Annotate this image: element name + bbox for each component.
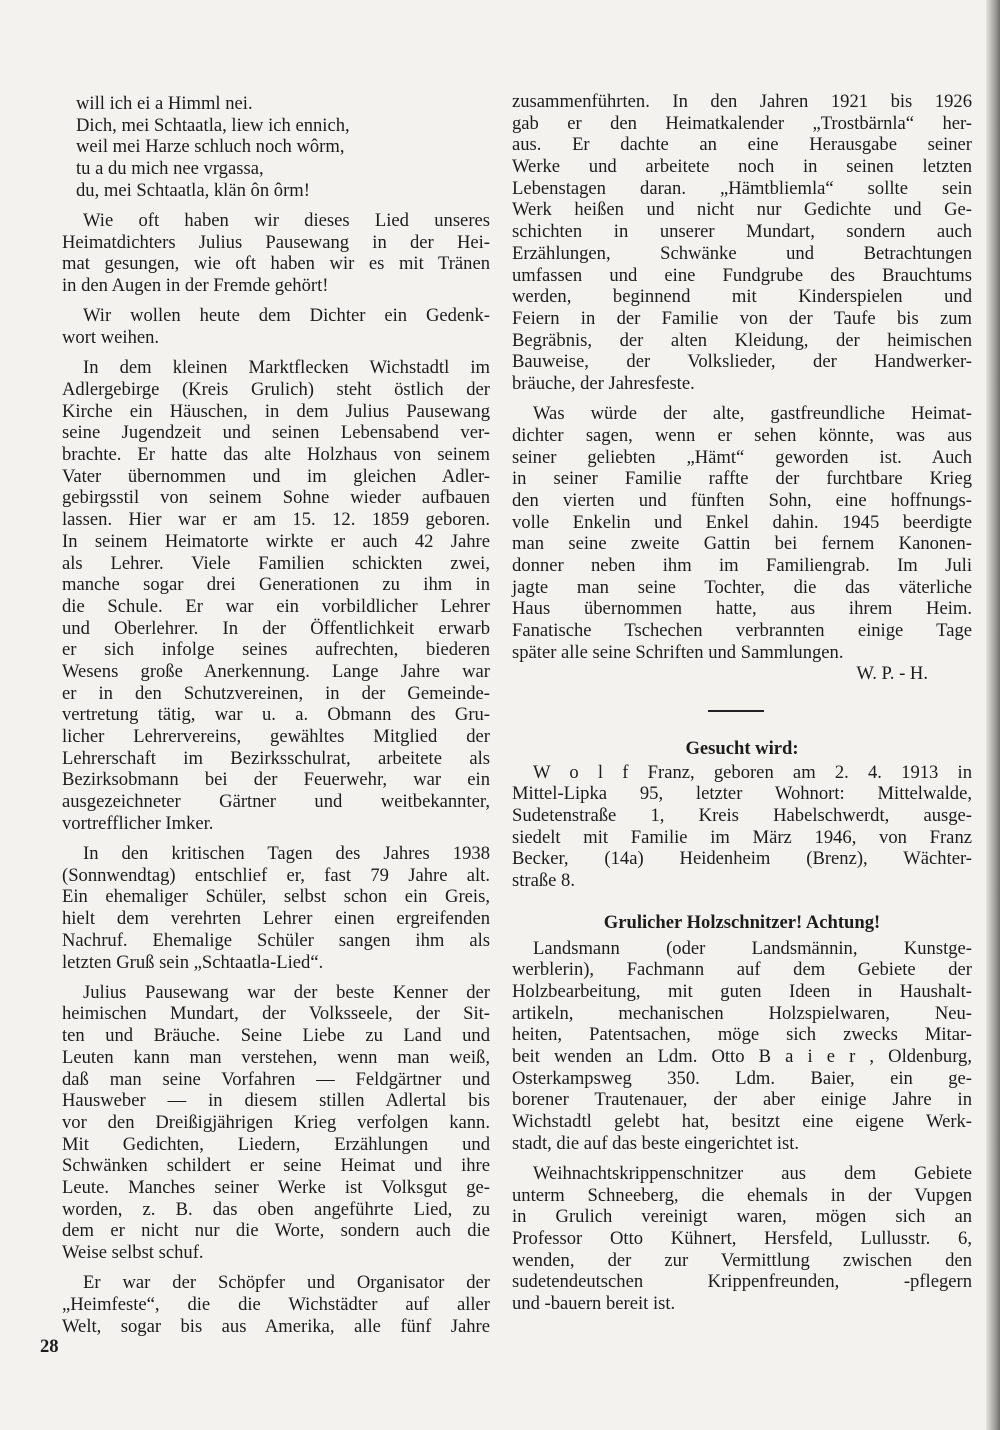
text-line: Osterkampsweg 350. Ldm. Baier, ein ge- (512, 1067, 972, 1089)
text-line: Sudetenstraße 1, Kreis Habelschwerdt, ausge- (512, 805, 972, 827)
text-line: donner neben ihm im Familiengrab. Im Juli (512, 555, 972, 577)
text-line: und Oberlehrer. In der Öffentlichkeit erwarb (62, 617, 490, 639)
text-line: artikeln, mechanischen Holzspielwaren, Neu- (512, 1002, 972, 1024)
text-line: aus. Er dachte an eine Herausgabe seiner (512, 134, 972, 156)
left-column (62, 93, 490, 1337)
page-number: 28 (40, 1336, 59, 1357)
text-line: W o l f Franz, geboren am 2. 4. 1913 in (533, 761, 972, 783)
text-line: den vierten und fünften Sohn, eine hoffnungs- (512, 489, 972, 511)
text-line: straße 8. (512, 870, 575, 892)
text-line: man seine zweite Gattin bei fernem Kanonen- (512, 533, 972, 555)
text-line: In dem kleinen Marktflecken Wichstadtl im (83, 357, 490, 379)
text-line: werden, beginnend mit Kinderspielen und (512, 286, 972, 308)
text-line: vor den Dreißigjährigen Krieg verfolgen kann. (62, 1111, 490, 1133)
text-line: schichten in unserer Mundart, sondern auch (512, 221, 972, 243)
text-line: Schwänken schildert er seine Heimat und ihre (62, 1155, 490, 1177)
text-line: Julius Pausewang war der beste Kenner der (83, 981, 490, 1003)
text-line: Bezirksobmann bei der Feuerwehr, war ein (62, 769, 490, 791)
text-line: wenden, der zur Vermittlung zwischen den (512, 1249, 972, 1271)
text-line: brachte. Er hatte das alte Holzhaus von seinem (62, 444, 490, 466)
text-line: werblerin), Fachmann auf dem Gebiete der (512, 959, 972, 981)
text-line: Professor Otto Kühnert, Hersfeld, Lullusstr. 6, (512, 1228, 972, 1250)
text-line: beit wenden an Ldm. Otto B a i e r , Oldenburg, (512, 1045, 972, 1067)
paragraph (62, 1272, 490, 1337)
text-line: zusammenführten. In den Jahren 1921 bis 1926 (512, 91, 972, 112)
paragraph (62, 305, 490, 348)
right-column-notices (512, 700, 972, 1315)
text-line: In seinem Heimatorte wirkte er auch 42 Jahre (62, 530, 490, 552)
text-line: die Schule. Er war ein vorbildlicher Lehrer (62, 595, 490, 617)
text-line: (Sonnwendtag) entschlief er, fast 79 Jahre alt. (62, 864, 490, 886)
text-line: Becker, (14a) Heidenheim (Brenz), Wächter- (512, 848, 972, 870)
text-line: ausgezeichneter Gärtner und weitbekannter, (62, 791, 490, 813)
text-line: Leuten kann man verstehen, wenn man weiß, (62, 1046, 490, 1068)
text-line: „Heimfeste“, die die Wichstädter auf aller (62, 1294, 490, 1315)
text-line: dichter sagen, wenn er sehen könnte, was aus (512, 424, 972, 446)
text-line: Werke und arbeitete noch in seinen letzten (512, 156, 972, 178)
text-line: heiten, Patentsachen, möge sich zwecks Mitar- (512, 1024, 972, 1046)
text-line: stadt, die auf das beste eingerichtet ist. (512, 1132, 800, 1154)
text-line: mat gesungen, wie oft haben wir es mit Tränen (62, 253, 490, 275)
text-line: Adlergebirge (Kreis Grulich) steht östlich der (62, 379, 490, 401)
text-line: seine Jugendzeit und seinen Lebensabend ver- (62, 422, 490, 444)
text-line: Welt, sogar bis aus Amerika, alle fünf Jahre (62, 1315, 490, 1337)
text-line: unterm Schneeberg, die ehemals in der Vupgen (512, 1184, 972, 1206)
text-line: ten und Bräuche. Seine Liebe zu Land und (62, 1025, 490, 1047)
text-line: Wie oft haben wir dieses Lied unseres (83, 210, 490, 232)
right-column-article (512, 91, 972, 685)
text-line: In den kritischen Tagen des Jahres 1938 (83, 843, 490, 865)
text-line: jagte man seine Tochter, die das väterliche (512, 576, 972, 598)
text-line: worden, z. B. das oben angeführte Lied, zu (62, 1198, 490, 1220)
text-line: sudetendeutschen Krippenfreunden, -pflegern (512, 1271, 972, 1293)
text-line: und -bauern bereit ist. (512, 1293, 676, 1315)
poem-stanza (62, 93, 490, 201)
text-line: er in den Schutzvereinen, in der Gemeinde- (62, 682, 490, 704)
text-line: Dich, mei Schtaatla, liew ich ennich, (76, 114, 350, 136)
paragraph (512, 1163, 972, 1315)
text-line: dem er nicht nur die Worte, sondern auch die (62, 1220, 490, 1242)
text-line: letzten Gruß sein „Schtaatla-Lied“. (62, 951, 324, 973)
text-line: bräuche, der Jahresfeste. (512, 372, 695, 394)
text-line: Begräbnis, der alten Kleidung, der heimischen (512, 329, 972, 351)
text-line: Mit Gedichten, Liedern, Erzählungen und (62, 1133, 490, 1155)
text-line: als Lehrer. Viele Familien schickten zwei, (62, 552, 490, 574)
text-line: umfassen und eine Fundgrube des Brauchtums (512, 264, 972, 286)
text-line: Ein ehemaliger Schüler, selbst schon ein Greis, (62, 886, 490, 908)
text-line: Kirche ein Häuschen, in dem Julius Pausewang (62, 400, 490, 422)
text-line: Erzählungen, Schwänke und Betrachtungen (512, 242, 972, 264)
text-line: heimischen Mundart, der Volksseele, der Sit- (62, 1003, 490, 1025)
text-line: Was würde der alte, gastfreundliche Heimat- (533, 403, 972, 425)
text-line: gebirgsstil von seinem Sohne wieder aufbauen (62, 487, 490, 509)
notice-heading-gesucht: Gesucht wird: (685, 738, 799, 759)
text-line: in Grulich vereinigt waren, mögen sich an (512, 1206, 972, 1228)
text-line: du, mei Schtaatla, klän ôn ôrm! (76, 179, 310, 201)
text-line: Leute. Manches seiner Werke ist Volksgut ge- (62, 1176, 490, 1198)
text-line: siedelt mit Familie im März 1946, von Franz (512, 826, 972, 848)
paragraph (512, 91, 972, 395)
text-line: Wir wollen heute dem Dichter ein Gedenk- (83, 305, 490, 327)
text-line: seiner geliebten „Hämt“ geworden ist. Auch (512, 446, 972, 468)
text-line: daß man seine Vorfahren — Feldgärtner und (62, 1068, 490, 1090)
notice-heading-holzschnitzer: Grulicher Holzschnitzer! Achtung! (603, 911, 881, 933)
text-line: vortrefflicher Imker. (62, 812, 214, 834)
text-line: Heimatdichters Julius Pausewang in der Hei- (62, 231, 490, 253)
text-line: Haus übernommen hatte, aus ihrem Heim. (512, 598, 972, 620)
section-divider (708, 710, 764, 712)
text-line: Lehrerschaft im Bezirksschulrat, arbeitete als (62, 747, 490, 769)
text-line: manche sogar drei Generationen zu ihm in (62, 574, 490, 596)
text-line: Hausweber — in diesem stillen Adlertal bis (62, 1090, 490, 1112)
text-line: Landsmann (oder Landsmännin, Kunstge- (533, 937, 972, 959)
paragraph (62, 843, 490, 973)
text-line: weil mei Harze schluch noch wôrm, (76, 136, 345, 158)
author-signature: W. P. - H. (856, 663, 928, 685)
text-line: lassen. Hier war er am 15. 12. 1859 geboren. (62, 509, 490, 531)
text-line: will ich ei a Himml nei. (76, 93, 253, 114)
text-line: Werk heißen und nicht nur Gedichte und Ge- (512, 199, 972, 221)
text-line: später alle seine Schriften und Sammlungen. (512, 641, 844, 663)
text-line: borener Trautenauer, der aber einige Jahre in (512, 1089, 972, 1111)
text-line: Weihnachtskrippenschnitzer aus dem Gebiete (533, 1162, 972, 1184)
text-line: Holzbearbeitung, mit guten Ideen in Haushalt- (512, 980, 972, 1002)
paragraph (62, 982, 490, 1264)
text-line: Er war der Schöpfer und Organisator der (83, 1272, 490, 1294)
text-line: tu a du mich nee vrgassa, (76, 158, 264, 180)
text-line: Mittel-Lipka 95, letzter Wohnort: Mittelwalde, (512, 783, 972, 805)
page-edge-shadow (986, 0, 1000, 1430)
text-line: Nachruf. Ehemalige Schüler sangen ihm als (62, 929, 490, 951)
paragraph (62, 357, 490, 834)
text-line: licher Lehrervereins, gewähltes Mitglied der (62, 726, 490, 748)
text-line: in den Augen in der Fremde gehört! (62, 275, 329, 297)
text-line: wort weihen. (62, 327, 160, 349)
paragraph (512, 938, 972, 1155)
text-line: in seiner Familie raffte der furchtbare Krieg (512, 468, 972, 490)
text-line: Fanatische Tschechen verbrannten einige Tage (512, 620, 972, 642)
paragraph (512, 762, 972, 892)
text-line: Vater übernommen und im gleichen Adler- (62, 465, 490, 487)
text-line: Feiern in der Familie von der Taufe bis zum (512, 307, 972, 329)
text-line: Weise selbst schuf. (62, 1242, 204, 1264)
text-line: volle Enkelin und Enkel dahin. 1945 beerdigte (512, 511, 972, 533)
text-line: Wesens große Anerkennung. Lange Jahre war (62, 660, 490, 682)
paragraph (512, 403, 972, 663)
paragraph (62, 210, 490, 297)
text-line: vertretung tätig, war u. a. Obmann des Gru- (62, 704, 490, 726)
text-line: hielt dem verehrten Lehrer einen ergreifenden (62, 908, 490, 930)
text-line: Bauweise, der Volkslieder, der Handwerker- (512, 351, 972, 373)
text-line: Lebenstagen daran. „Hämtbliemla“ sollte sein (512, 177, 972, 199)
text-line: Wichstadtl gelebt hat, besitzt eine eigene Werk- (512, 1111, 972, 1132)
text-line: er sich infolge seines aufrechten, biederen (62, 639, 490, 661)
text-line: gab er den Heimatkalender „Trostbärnla“ her- (512, 112, 972, 134)
